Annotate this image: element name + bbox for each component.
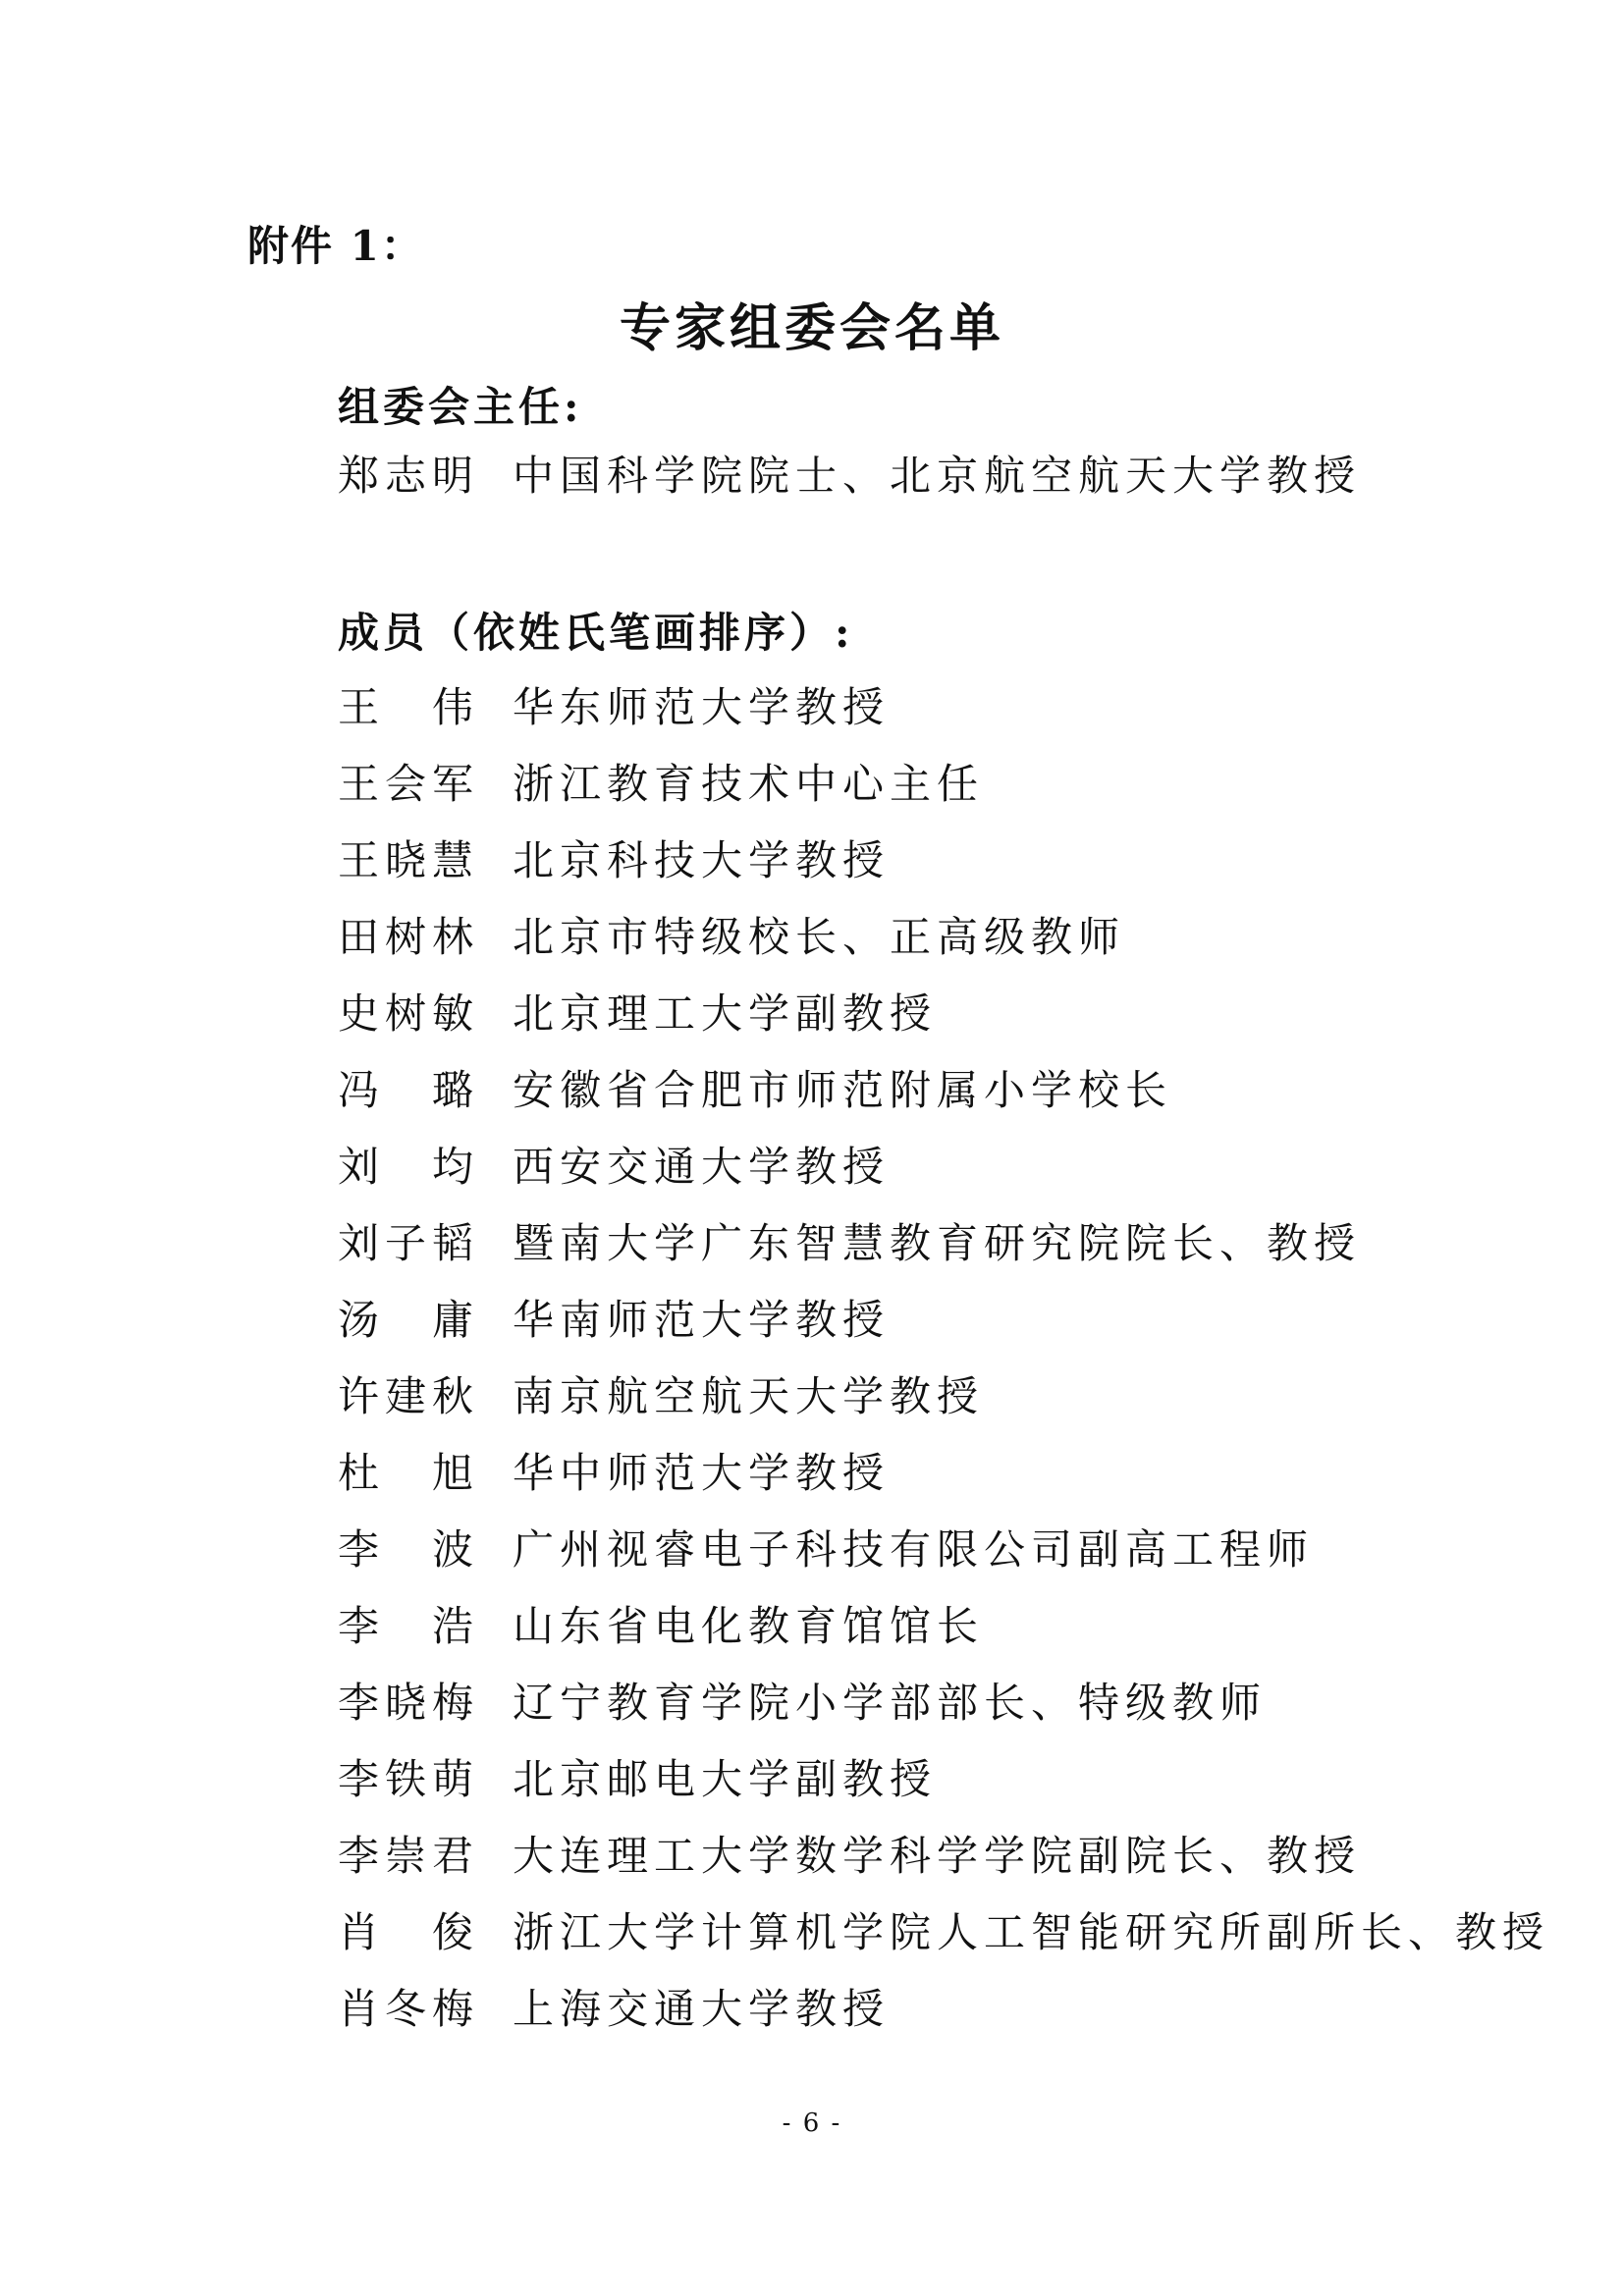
- list-item: [338, 1441, 890, 1500]
- member-name: 李 波: [338, 1525, 480, 1574]
- list-item: [338, 828, 890, 887]
- list-item: [338, 1594, 984, 1653]
- page-number: - 6 -: [782, 2109, 842, 2138]
- member-name: 李 浩: [338, 1602, 480, 1650]
- list-item: [338, 1671, 1267, 1730]
- list-item: [338, 1211, 1361, 1270]
- member-desc: 华南师范大学教授: [513, 1296, 891, 1344]
- member-name: 肖 俊: [338, 1908, 480, 1956]
- member-name: 田树林: [338, 913, 480, 961]
- director-heading: 组委会主任:: [338, 383, 583, 431]
- list-item: [338, 1824, 1361, 1883]
- member-name: 冯 璐: [338, 1066, 480, 1114]
- member-name: 肖冬梅: [338, 1985, 480, 2033]
- attachment-label: 附件 1：: [247, 222, 424, 270]
- list-item: [338, 675, 890, 734]
- list-item: [338, 1058, 1172, 1117]
- members-heading: 成员（依姓氏笔画排序）:: [338, 609, 854, 657]
- list-item: [338, 1977, 890, 2036]
- member-name: 王晓慧: [338, 836, 480, 884]
- member-name: 刘 均: [338, 1143, 480, 1191]
- member-desc: 广州视睿电子科技有限公司副高工程师: [513, 1525, 1315, 1574]
- member-desc: 北京市特级校长、正高级教师: [513, 913, 1126, 961]
- member-desc: 北京理工大学副教授: [513, 989, 938, 1038]
- list-item: [338, 1900, 1549, 1959]
- member-desc: 辽宁教育学院小学部部长、特级教师: [513, 1679, 1268, 1727]
- list-item: [338, 905, 1125, 964]
- member-name: 李崇君: [338, 1832, 480, 1880]
- member-desc: 浙江大学计算机学院人工智能研究所副所长、教授: [513, 1908, 1550, 1956]
- list-item: [338, 1135, 890, 1194]
- member-desc: 华中师范大学教授: [513, 1449, 891, 1497]
- list-item: [338, 752, 984, 811]
- member-desc: 浙江教育技术中心主任: [513, 760, 985, 808]
- member-name: 王会军: [338, 760, 480, 808]
- director-row: [338, 444, 1361, 503]
- member-desc: 西安交通大学教授: [513, 1143, 891, 1191]
- member-name: 汤 庸: [338, 1296, 480, 1344]
- director-name: 郑志明: [338, 452, 480, 500]
- member-desc: 山东省电化教育馆馆长: [513, 1602, 985, 1650]
- member-desc: 南京航空航天大学教授: [513, 1372, 985, 1420]
- member-desc: 上海交通大学教授: [513, 1985, 891, 2033]
- member-name: 刘子韬: [338, 1219, 480, 1267]
- member-name: 史树敏: [338, 989, 480, 1038]
- list-item: [338, 1747, 937, 1806]
- member-desc: 北京科技大学教授: [513, 836, 891, 884]
- member-name: 李晓梅: [338, 1679, 480, 1727]
- member-name: 李铁萌: [338, 1755, 480, 1803]
- member-desc: 安徽省合肥市师范附属小学校长: [513, 1066, 1173, 1114]
- member-name: 许建秋: [338, 1372, 480, 1420]
- member-name: 杜 旭: [338, 1449, 480, 1497]
- member-desc: 华东师范大学教授: [513, 683, 891, 731]
- list-item: [338, 1288, 890, 1347]
- member-desc: 大连理工大学数学科学学院副院长、教授: [513, 1832, 1362, 1880]
- list-item: [338, 1518, 1314, 1576]
- member-name: 王 伟: [338, 683, 480, 731]
- member-desc: 北京邮电大学副教授: [513, 1755, 938, 1803]
- member-desc: 暨南大学广东智慧教育研究院院长、教授: [513, 1219, 1362, 1267]
- list-item: [338, 982, 937, 1041]
- list-item: [338, 1364, 984, 1423]
- page-title: 专家组委会名单: [619, 298, 1004, 358]
- director-desc: 中国科学院院士、北京航空航天大学教授: [513, 452, 1362, 500]
